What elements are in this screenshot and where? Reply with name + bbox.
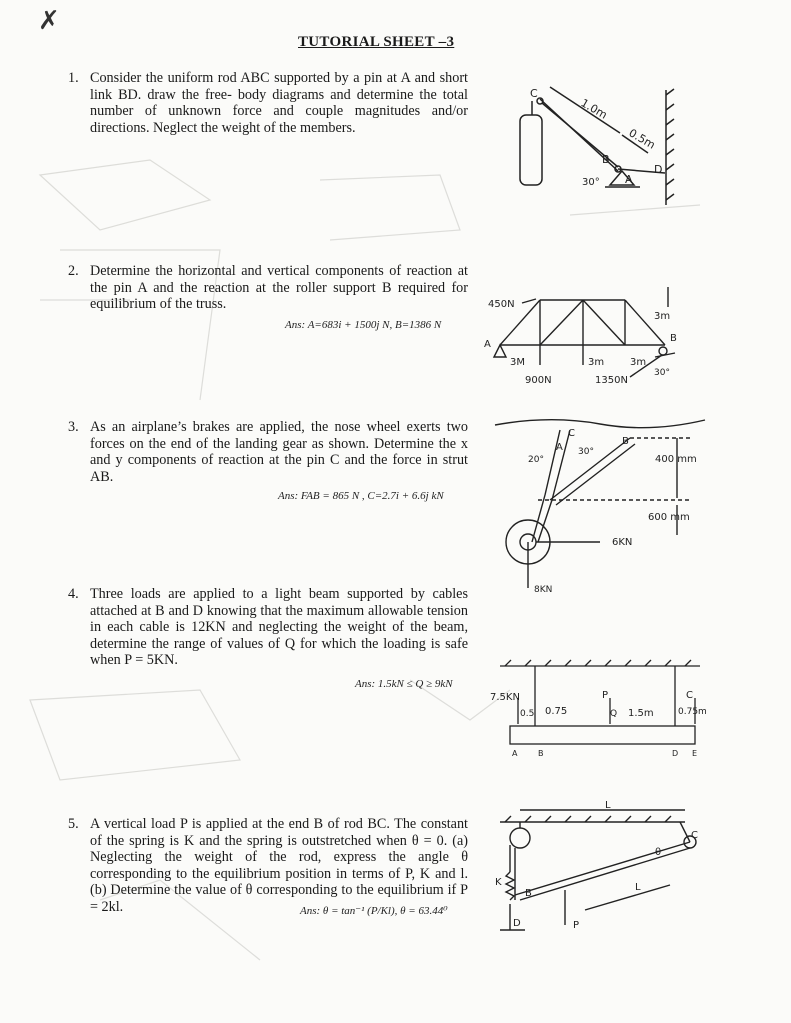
figure-spring-rod xyxy=(485,800,700,950)
figure-label: 600 mm xyxy=(648,512,690,523)
figure-label: 3M xyxy=(510,357,525,368)
figure-truss xyxy=(480,285,680,395)
question-text: A vertical load P is applied at the end B of rod BC. The constant of the spring is K and the spring is outstretched when θ = 0. (a) Neglecting the weight of the rod, express the angle θ corresponding to the equilibrium position in terms of P, K and l. (b) Determine the value of θ corresponding to the equilibrium if P = 2kl. xyxy=(90,816,468,915)
figure-label: 3m xyxy=(654,311,671,322)
answer-text: Ans: 1.5kN ≤ Q ≥ 9kN xyxy=(355,678,453,690)
figure-label: 0.75 xyxy=(545,706,568,717)
question-text: Determine the horizontal and vertical components of reaction at the pin A and the reaction at the roller support B required for equilibrium of the truss. xyxy=(90,263,468,313)
figure-label: 1.5m xyxy=(628,708,654,719)
figure-label: 30° xyxy=(578,447,594,457)
figure-label: A xyxy=(484,339,491,350)
figure-label: 450N xyxy=(488,299,515,310)
figure-label: A xyxy=(512,749,518,758)
figure-label: D xyxy=(654,163,663,176)
figure-rod-abc xyxy=(510,75,690,225)
figure-label: θ xyxy=(655,847,662,858)
figure-label: L xyxy=(635,882,641,893)
figure-label: P xyxy=(602,690,609,701)
answer-text: Ans: θ = tan⁻¹ (P/Kl), θ = 63.44⁰ xyxy=(300,905,448,917)
figure-label: 30° xyxy=(582,177,600,188)
figure-label: B xyxy=(670,333,677,344)
figure-label: C xyxy=(530,87,538,100)
answer-text: Ans: FAB = 865 N , C=2.7i + 6.6j kN xyxy=(278,490,444,502)
figure-label: 1350N xyxy=(595,375,628,386)
figure-label: D xyxy=(513,918,521,929)
figure-label: 30° xyxy=(654,368,670,378)
figure-label: L xyxy=(605,800,611,811)
figure-label: B xyxy=(538,749,544,758)
figure-label: P xyxy=(573,920,580,931)
question-text: Three loads are applied to a light beam supported by cables attached at B and D knowing that the maximum allowable tension in each cable is 12KN and neglecting the weight of the beam, determine the range of values of Q for which the loading is safe when P = 5KN. xyxy=(90,586,468,669)
figure-label: 7.5KN xyxy=(490,692,520,703)
answer-text: Ans: A=683i + 1500j N, B=1386 N xyxy=(285,319,442,331)
page-title: TUTORIAL SHEET –3 xyxy=(298,34,455,50)
figure-label: B xyxy=(602,153,610,166)
question-text: Consider the uniform rod ABC supported by a pin at A and short link BD. draw the free- body diagrams and determine the total number of unknown force and couple magnitudes and/or directions. Neglect the weight of the members. xyxy=(90,70,468,136)
figure-label: C xyxy=(691,830,698,841)
figure-label: 8KN xyxy=(534,585,553,595)
page-check-mark: ✗ xyxy=(38,6,60,36)
figure-label: 400 mm xyxy=(655,454,697,465)
figure-label: D xyxy=(672,749,679,758)
figure-label: A xyxy=(625,173,633,186)
figure-label: A xyxy=(556,442,563,453)
figure-label: C xyxy=(686,690,693,701)
question-number: 1. xyxy=(68,70,79,86)
figure-label: Q xyxy=(610,709,618,719)
figure-label: 3m xyxy=(588,357,605,368)
question-text: As an airplane’s brakes are applied, the nose wheel exerts two forces on the end of the landing gear as shown. Determine the x and y components of reaction at the pin C and the force in strut AB. xyxy=(90,419,468,485)
question-number: 2. xyxy=(68,263,79,279)
figure-label: K xyxy=(495,877,502,888)
figure-label: B xyxy=(622,436,629,447)
figure-label: C xyxy=(568,428,575,439)
figure-label: 0.5m xyxy=(626,126,658,152)
figure-beam-cables xyxy=(490,658,705,758)
figure-label: B xyxy=(525,888,532,899)
question-number: 5. xyxy=(68,816,79,832)
figure-label: 20° xyxy=(528,455,544,465)
figure-label: E xyxy=(692,749,698,758)
figure-landing-gear xyxy=(490,410,705,600)
figure-label: 0.75m xyxy=(678,707,707,717)
figure-label: 3m xyxy=(630,357,647,368)
question-number: 4. xyxy=(68,586,79,602)
figure-label: 900N xyxy=(525,375,552,386)
figure-label: 1.0m xyxy=(578,96,610,122)
figure-label: 6KN xyxy=(612,537,633,548)
question-number: 3. xyxy=(68,419,79,435)
figure-label: 0.5 xyxy=(520,709,535,719)
